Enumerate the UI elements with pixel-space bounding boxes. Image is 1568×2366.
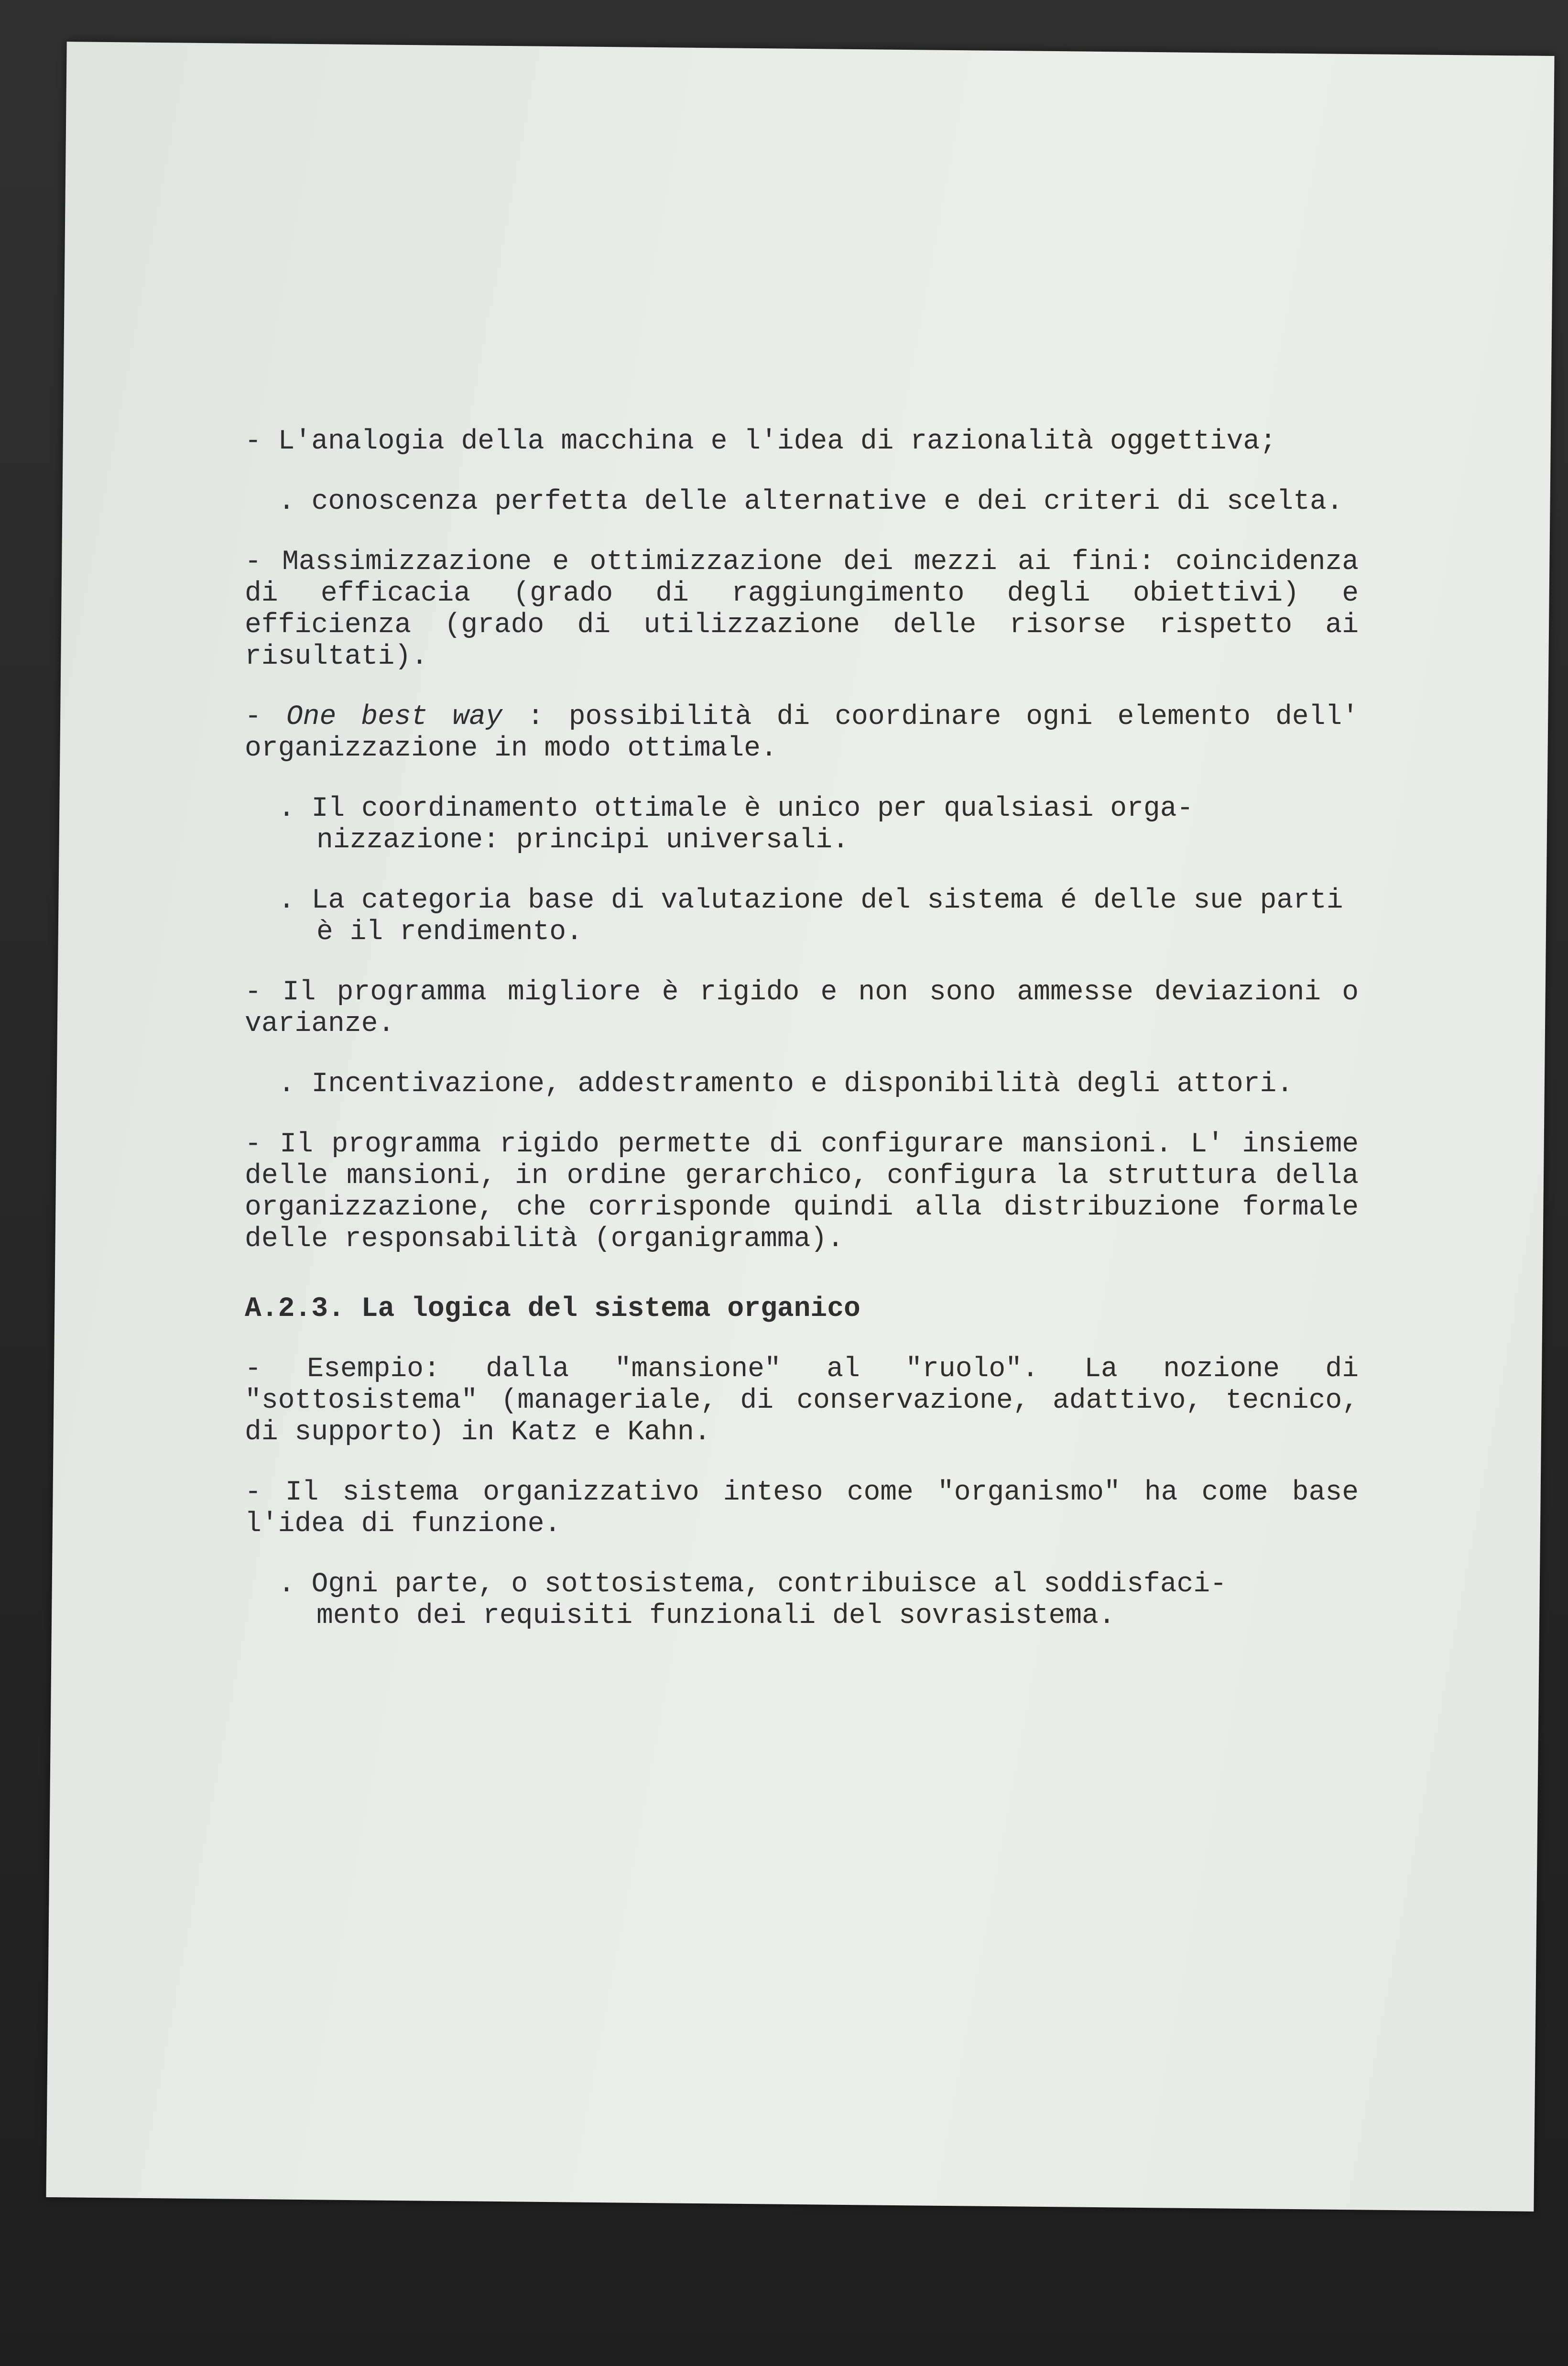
- item-one-best-way-italic: One best way: [286, 701, 502, 733]
- item-programma-migliore: - Il programma migliore è rigido e non sono ammesse deviazioni o varianze.: [245, 976, 1359, 1040]
- item-categoria: . La categoria base di valutazione del sistema é delle sue parti è il rendimento.: [278, 885, 1343, 948]
- section-heading: A.2.3. La logica del sistema organico: [245, 1293, 860, 1325]
- item-conoscenza: . conoscenza perfetta delle alternative e dei criteri di scelta.: [278, 486, 1343, 517]
- item-ogni-parte: . Ogni parte, o sottosistema, contribuisce al soddisfaci- mento dei requisiti funzionali del sovrasistema.: [278, 1568, 1227, 1632]
- item-analogia: - L'analogia della macchina e l'idea di razionalità oggettiva;: [245, 426, 1276, 457]
- paper-sheet: [46, 42, 1554, 2212]
- item-coordinamento: . Il coordinamento ottimale è unico per qualsiasi orga- nizzazione: principi universali.: [278, 793, 1194, 856]
- item-programma-rigido: - Il programma rigido permette di configurare mansioni. L' insieme delle mansioni, in ordine gerarchico, configura la struttura della organizzazione, che corrisponde quindi alla distribuzione formale delle responsabilità (organigramma).: [245, 1128, 1359, 1255]
- item-one-best-way-prefix: -: [245, 701, 286, 733]
- item-esempio: - Esempio: dalla "mansione" al "ruolo". La nozione di "sottosistema" (manageriale, di conservazione, adattivo, tecnico, di supporto) in Katz e Kahn.: [245, 1353, 1359, 1448]
- item-sistema-organizzativo: - Il sistema organizzativo inteso come "organismo" ha come base l'idea di funzione.: [245, 1477, 1359, 1540]
- item-incentivazione: . Incentivazione, addestramento e disponibilità degli attori.: [278, 1068, 1294, 1100]
- document-body: [245, 426, 1359, 1661]
- item-one-best-way: [245, 701, 1359, 765]
- item-one-best-way-text: : possibilità di coordinare ogni elemento dell' organizzazione in modo ottimale.: [245, 701, 1359, 764]
- item-massimizzazione: - Massimizzazione e ottimizzazione dei mezzi ai fini: coincidenza di efficacia (grado di raggiungimento degli obiettivi) e efficienza (grado di utilizzazione delle risorse rispetto ai risultati).: [245, 546, 1359, 672]
